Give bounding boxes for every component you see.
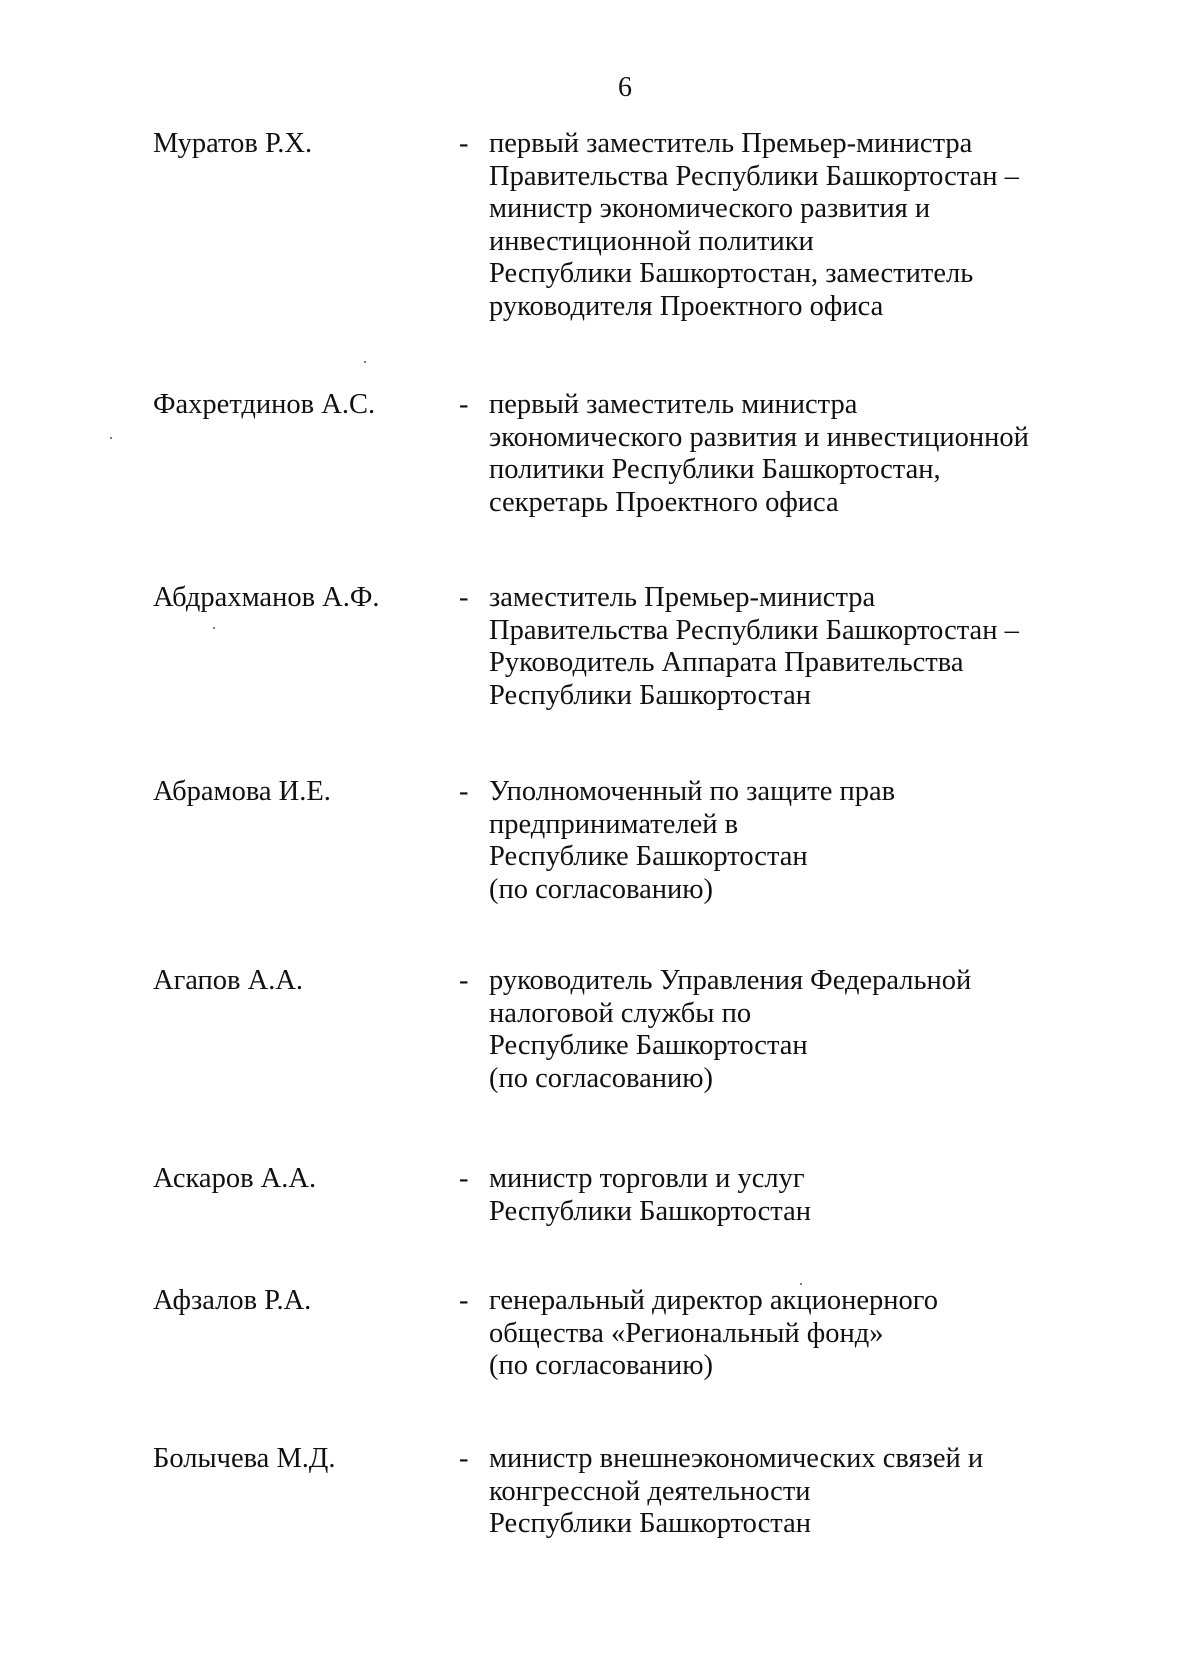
member-name: Абдрахманов А.Ф.: [153, 582, 380, 613]
position-line: Республике Башкортостан: [489, 841, 808, 872]
member-position: [489, 389, 1089, 519]
member-dash: -: [459, 1163, 469, 1194]
member-name: Аскаров А.А.: [153, 1163, 317, 1194]
position-line: Республики Башкортостан, заместитель: [489, 258, 974, 289]
scan-speck: [800, 1283, 802, 1285]
member-position: [489, 582, 1089, 712]
member-name: Афзалов Р.А.: [153, 1285, 312, 1316]
member-name: Муратов Р.Х.: [153, 128, 313, 159]
member-position: [489, 965, 1089, 1095]
position-line: Уполномоченный по защите прав: [489, 776, 896, 807]
position-line: Правительства Республики Башкортостан –: [489, 160, 1019, 192]
member-position: [489, 1163, 1089, 1228]
position-line: руководителя Проектного офиса: [489, 290, 884, 322]
member-position: [489, 1285, 1089, 1383]
member-position: [489, 1443, 1089, 1541]
position-line: предпринимателей в: [489, 808, 739, 840]
member-dash: -: [459, 128, 469, 159]
position-line: Республики Башкортостан: [489, 1195, 811, 1227]
member-name: Болычева М.Д.: [153, 1443, 336, 1474]
position-line: (по согласованию): [489, 873, 714, 905]
scan-speck: [110, 437, 112, 439]
member-name: Агапов А.А.: [153, 965, 304, 996]
member-position: [489, 128, 1089, 323]
position-line: экономического развития и инвестиционной: [489, 421, 1029, 453]
position-line: политики Республики Башкортостан,: [489, 454, 941, 485]
scan-speck: [364, 361, 366, 363]
position-line: министр торговли и услуг: [489, 1163, 805, 1194]
position-line: Правительства Республики Башкортостан –: [489, 614, 1019, 646]
position-line: руководитель Управления Федеральной: [489, 965, 972, 996]
member-dash: -: [459, 1285, 469, 1316]
page-number: 6: [618, 72, 632, 103]
position-line: министр внешнеэкономических связей и: [489, 1443, 984, 1474]
position-line: генеральный директор акционерного: [489, 1285, 938, 1316]
member-dash: -: [459, 389, 469, 420]
member-dash: -: [459, 582, 469, 613]
position-line: инвестиционной политики: [489, 225, 814, 257]
position-line: Руководитель Аппарата Правительства: [489, 647, 964, 678]
position-line: Республики Башкортостан: [489, 1508, 811, 1539]
member-dash: -: [459, 776, 469, 807]
position-line: первый заместитель министра: [489, 389, 858, 420]
position-line: секретарь Проектного офиса: [489, 486, 839, 518]
member-position: [489, 776, 1089, 906]
member-dash: -: [459, 965, 469, 996]
scan-speck: [213, 627, 215, 629]
position-line: министр экономического развития и: [489, 193, 931, 224]
position-line: первый заместитель Премьер-министра: [489, 128, 973, 159]
position-line: (по согласованию): [489, 1062, 714, 1094]
member-dash: -: [459, 1443, 469, 1474]
position-line: общества «Региональный фонд»: [489, 1317, 884, 1349]
position-line: заместитель Премьер-министра: [489, 582, 876, 613]
member-name: Абрамова И.Е.: [153, 776, 331, 807]
position-line: Республике Башкортостан: [489, 1030, 808, 1061]
position-line: (по согласованию): [489, 1350, 714, 1381]
member-name: Фахретдинов А.С.: [153, 389, 376, 420]
position-line: Республики Башкортостан: [489, 679, 811, 711]
position-line: конгрессной деятельности: [489, 1475, 811, 1507]
position-line: налоговой службы по: [489, 997, 752, 1029]
